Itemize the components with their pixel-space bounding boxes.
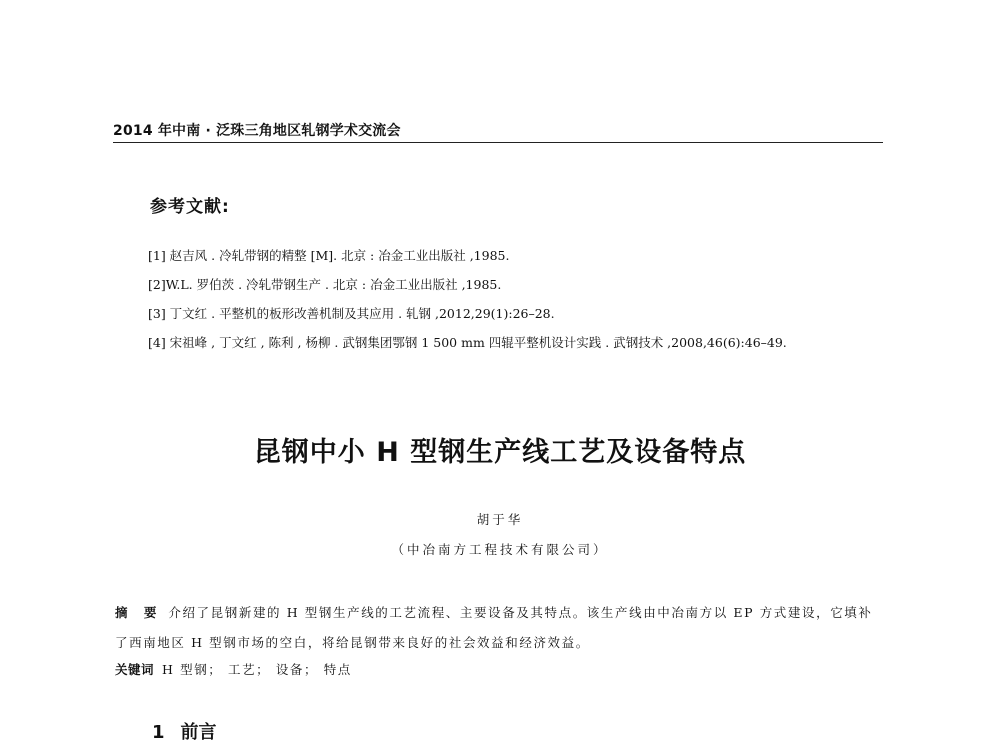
keywords-text: H 型钢； 工艺； 设备； 特点 [162, 662, 352, 677]
references-list [148, 248, 888, 364]
author-affiliation: （中冶南方工程技术有限公司） [391, 542, 609, 557]
reference-item: [3] 丁文红 . 平整机的板形改善机制及其应用 . 轧钢 ,2012,29(1):26–28. [148, 306, 555, 321]
author-name: 胡于华 [476, 512, 524, 527]
keywords [115, 660, 885, 678]
reference-item: [2]W.L. 罗伯茨 . 冷轧带钢生产 . 北京 : 冶金工业出版社 ,1985. [148, 277, 502, 292]
header-rule [113, 142, 883, 143]
references-heading: 参考文献: [150, 197, 230, 217]
section-heading [152, 718, 217, 744]
running-header: 2014 年中南 · 泛珠三角地区轧钢学术交流会 [113, 123, 401, 139]
keywords-label: 关键词 [115, 662, 155, 677]
section-title: 前言 [180, 722, 217, 743]
reference-item: [4] 宋祖峰 , 丁文红 , 陈利 , 杨柳 . 武钢集团鄂钢 1 500 mm 四辊平整机设计实践 . 武钢技术 ,2008,46(6):46–49. [148, 335, 787, 350]
reference-item: [1] 赵吉风 . 冷轧带钢的精整 [M]. 北京 : 冶金工业出版社 ,1985. [148, 248, 510, 263]
abstract-text: 介绍了昆钢新建的 H 型钢生产线的工艺流程、主要设备及其特点。该生产线由中冶南方以 EP 方式建设，它填补了西南地区 H 型钢市场的空白，将给昆钢带来良好的社会效益和经济效益。 [115, 605, 873, 650]
abstract [115, 598, 885, 658]
article-title: 昆钢中小 H 型钢生产线工艺及设备特点 [253, 437, 747, 468]
abstract-label: 摘 要 [115, 605, 163, 620]
section-number: 1 [152, 722, 165, 743]
